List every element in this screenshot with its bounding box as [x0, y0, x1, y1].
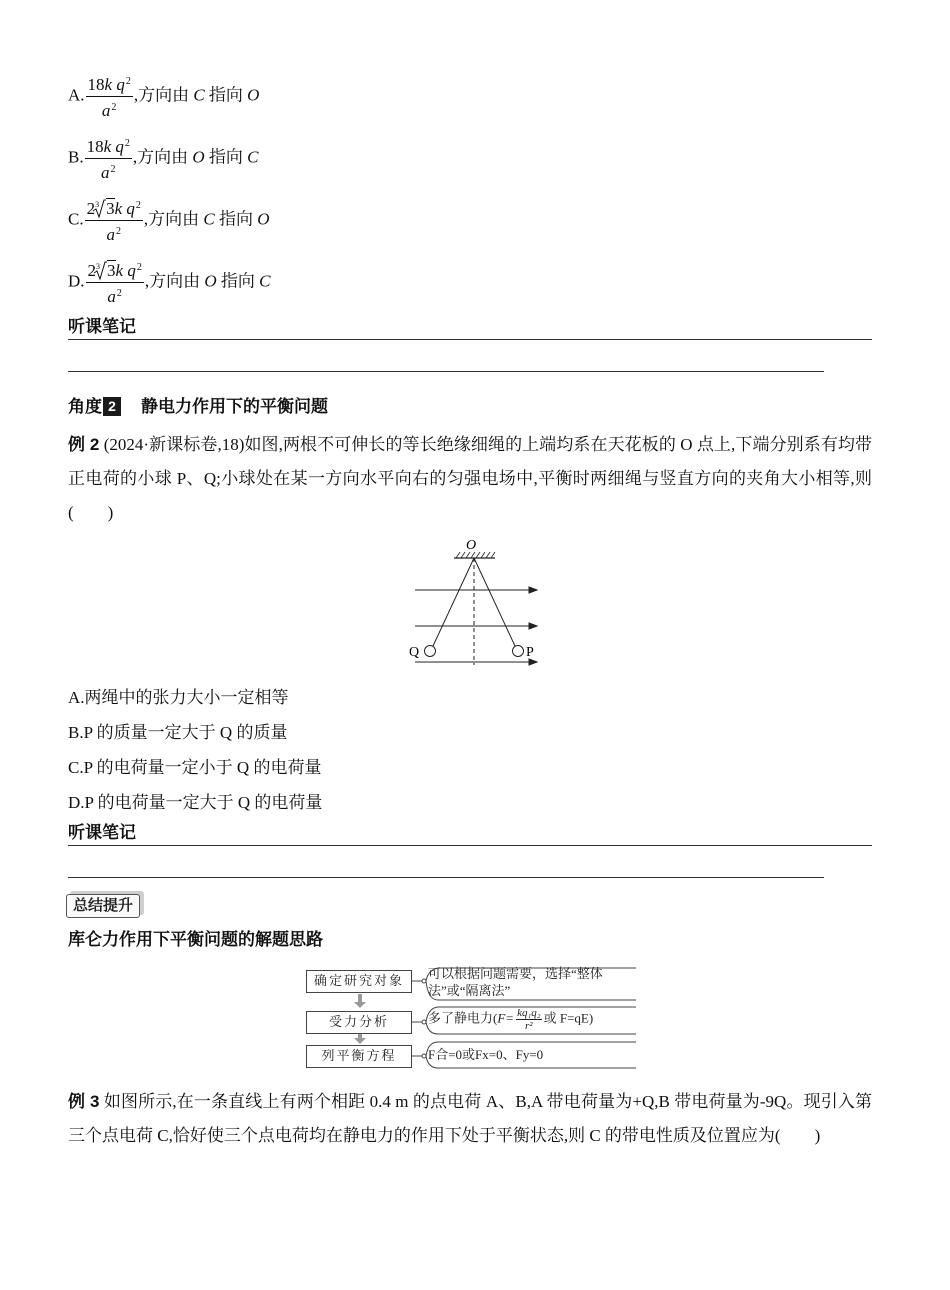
summary-tag: 总结提升	[66, 894, 140, 918]
coefficient: 18	[86, 137, 104, 156]
flow-note-1-line-1: 可以根据问题需要，选择“整体	[428, 966, 603, 981]
exponent: 2	[111, 102, 117, 113]
option-letter: C.	[68, 209, 84, 229]
flow-step-2: 受力分析	[306, 1011, 412, 1034]
fraction	[85, 134, 132, 183]
example-label: 例 2	[68, 435, 100, 454]
formula-numerator: kq₁q₂	[517, 1007, 541, 1019]
option-letter: B.	[68, 147, 84, 167]
section-title: 静电力作用下的平衡问题	[141, 397, 328, 416]
option-text: ,方向由	[133, 85, 194, 105]
formula-denominator: r²	[525, 1020, 533, 1032]
sqrt-symbol: 3 3	[95, 199, 115, 218]
notes-writing-line[interactable]	[68, 877, 824, 878]
option-text: 指向	[204, 147, 248, 167]
example-text: (2024·新课标卷,18)如图,两根不可伸长的等长绝缘细绳的上端均系在天花板的 O 点上,下端分别系有均带正电荷的小球 P、Q;小球处在某一方向水平向右的匀强电场中,平衡时两细绳与竖直方向的夹角大小相等,则( )	[68, 435, 872, 522]
flow-step-3: 列平衡方程	[306, 1045, 412, 1068]
option-a: A.两绳中的张力大小一定相等	[68, 688, 289, 707]
denominator: a	[101, 101, 111, 120]
option-letter: A.	[68, 85, 85, 105]
ball-q	[425, 646, 436, 657]
notes-divider	[68, 845, 872, 846]
point-from: O	[204, 271, 217, 291]
flow-note-1-line-2: 法”或“隔离法”	[428, 983, 511, 998]
exponent: 2	[116, 288, 122, 299]
notes-label: 听课笔记	[68, 823, 136, 842]
example-2	[68, 428, 872, 530]
point-from: C	[203, 209, 215, 229]
section-number-badge: 2	[103, 397, 121, 416]
fraction	[85, 196, 143, 245]
option-text: 指向	[204, 85, 248, 105]
option-d	[68, 258, 270, 307]
symbol-k: k	[114, 199, 123, 218]
string-q	[433, 558, 474, 646]
option-c: C.P 的电荷量一定小于 Q 的电荷量	[68, 758, 322, 777]
flow-note-3: F合=0或Fx=0、Fy=0	[428, 1047, 544, 1062]
flow-diagram	[300, 962, 640, 1074]
option-d: D.P 的电荷量一定大于 Q 的电荷量	[68, 793, 323, 812]
radicand: 3	[107, 261, 116, 280]
symbol-k: k	[115, 261, 124, 280]
symbol-q: q	[126, 199, 135, 218]
note-text: 多了静电力(	[428, 1010, 498, 1026]
fraction	[86, 258, 144, 307]
example-label: 例 3	[68, 1092, 100, 1111]
note-text: 或 F=qE)	[543, 1010, 594, 1026]
option-a	[68, 72, 259, 121]
exponent: 2	[136, 262, 142, 273]
radicand: 3	[106, 199, 115, 218]
exponent: 2	[115, 226, 121, 237]
denominator: a	[100, 163, 110, 182]
point-to: O	[257, 209, 270, 229]
exponent: 2	[135, 200, 141, 211]
ball-p	[513, 646, 524, 657]
flow-note-2: 多了静电力(F= $\frac{\text{kq₁q₂}}{\text{r²}}$ 或 F=qE)	[428, 1007, 594, 1032]
point-to: C	[247, 147, 259, 167]
string-p	[474, 558, 515, 646]
coefficient: 2	[87, 261, 97, 280]
coefficient: 18	[87, 75, 105, 94]
notes-divider	[68, 339, 872, 340]
symbol-q: q	[116, 75, 125, 94]
denominator: a	[107, 287, 116, 306]
option-c	[68, 196, 270, 245]
exponent: 2	[110, 164, 116, 175]
point-from: O	[192, 147, 205, 167]
section-heading	[68, 395, 328, 419]
label-p: P	[526, 645, 534, 660]
section-prefix: 角度	[68, 397, 102, 416]
pendulum-figure	[405, 535, 545, 670]
label-q: Q	[409, 645, 420, 660]
symbol-q: q	[127, 261, 136, 280]
example-text: 如图所示,在一条直线上有两个相距 0.4 m 的点电荷 A、B,A 带电荷量为+Q,B 带电荷量为-9Q。现引入第三个点电荷 C,恰好使三个点电荷均在静电力的作用下处于平衡状态,则 C 的带电性质及位置应为( )	[68, 1092, 872, 1145]
symbol-k: k	[104, 75, 113, 94]
flow-step-1: 确定研究对象	[306, 970, 412, 993]
point-to: O	[247, 85, 260, 105]
option-text: 指向	[216, 271, 260, 291]
option-b: B.P 的质量一定大于 Q 的质量	[68, 723, 288, 742]
option-b	[68, 134, 259, 183]
option-text: 指向	[214, 209, 258, 229]
option-text: ,方向由	[132, 147, 193, 167]
summary-title: 库仑力作用下平衡问题的解题思路	[68, 930, 323, 949]
denominator: a	[106, 225, 115, 244]
symbol-q: q	[115, 137, 124, 156]
formula-fraction	[516, 1007, 542, 1032]
example-2-options	[68, 680, 322, 820]
option-text: ,方向由	[143, 209, 204, 229]
notes-label: 听课笔记	[68, 317, 136, 336]
example-3	[68, 1085, 872, 1153]
sqrt-symbol: 3 3	[96, 261, 116, 280]
exponent: 2	[124, 138, 130, 149]
fraction	[86, 72, 133, 121]
symbol-k: k	[103, 137, 112, 156]
option-letter: D.	[68, 271, 85, 291]
coefficient: 2	[86, 199, 96, 218]
notes-writing-line[interactable]	[68, 371, 824, 372]
point-from: C	[193, 85, 205, 105]
exponent: 2	[125, 76, 131, 87]
option-text: ,方向由	[144, 271, 205, 291]
point-to: C	[259, 271, 271, 291]
label-o: O	[466, 538, 477, 553]
